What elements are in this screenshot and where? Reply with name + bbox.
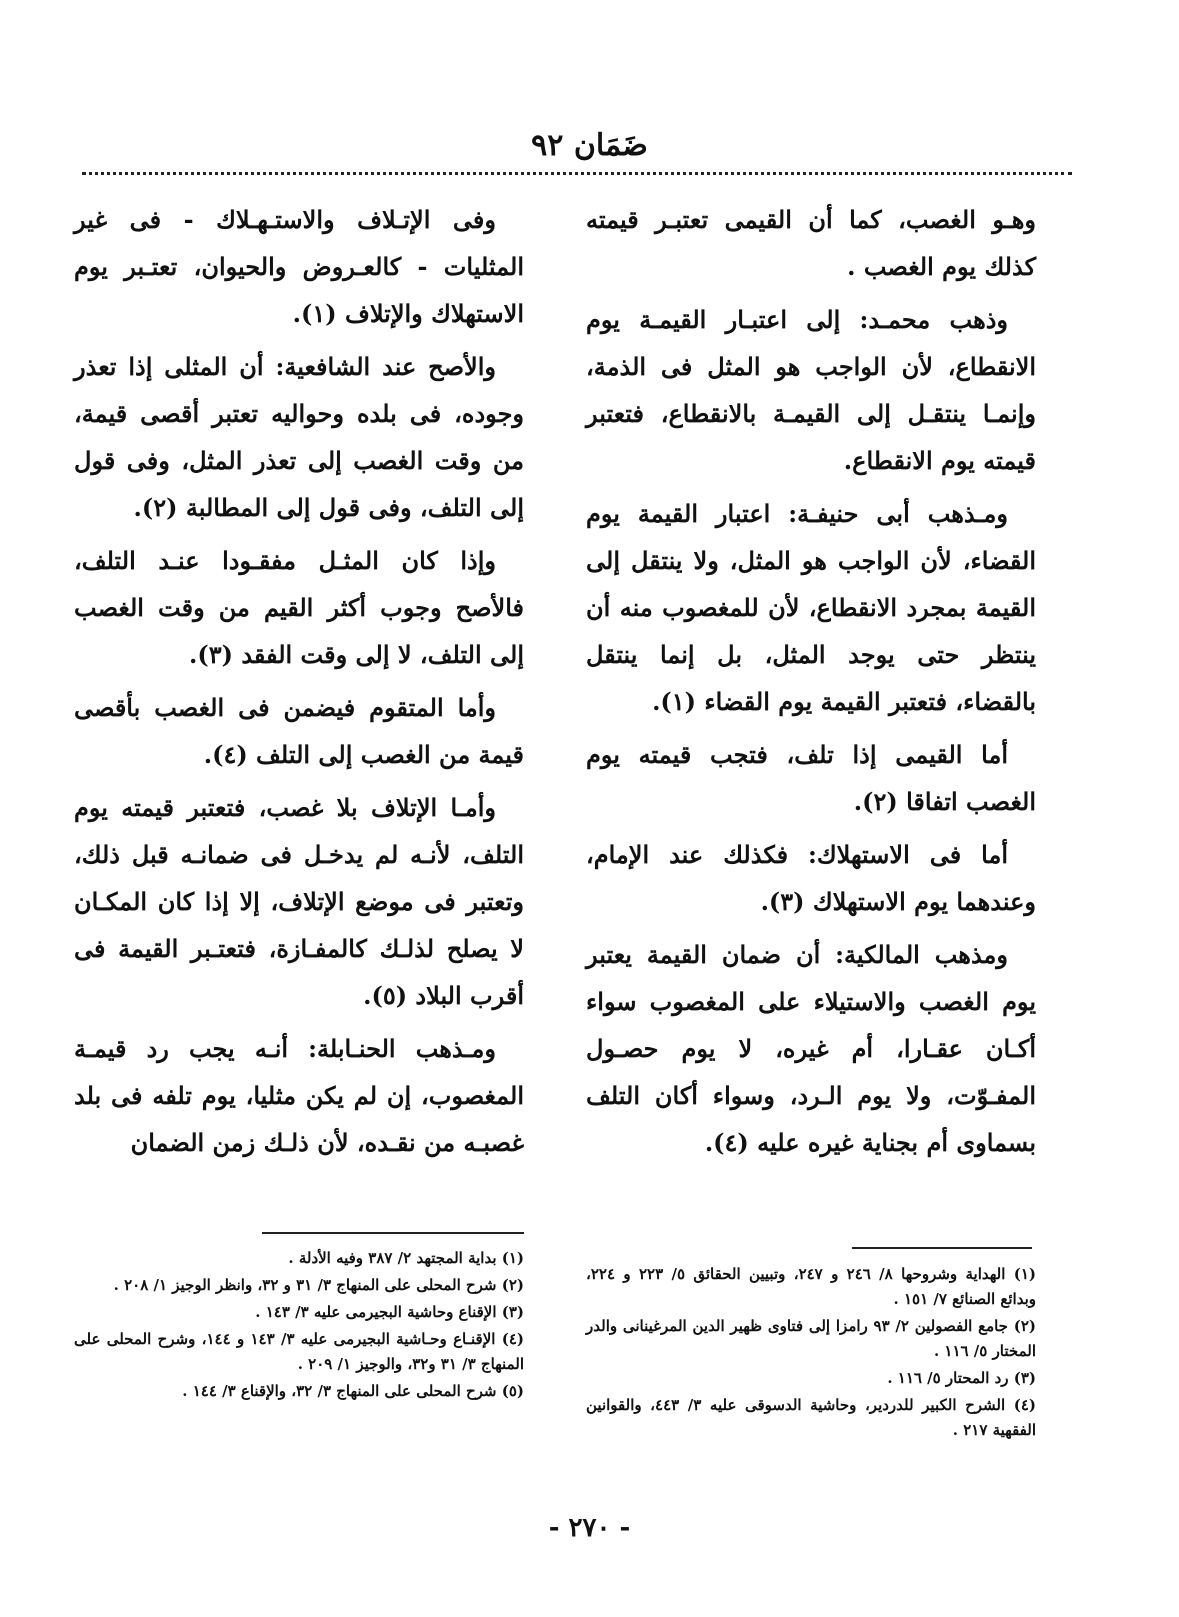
left-footnotes <box>74 1246 524 1406</box>
right-column <box>586 196 1036 1172</box>
paragraph: وذهب محمـد: إلى اعتبـار القيمـة يوم الانقطاع، لأن الواجب هو المثل فى الذمة، وإنمـا ينتقـل إلى القيمـة بالانقطاع، فتعتبر قيمته يوم الانقطاع. <box>586 305 1036 475</box>
paragraph: والأصح عند الشافعية: أن المثلى إذا تعذر وجوده، فى بلده وحواليه تعتبر أقصى قيمة، من وقت الغصب إلى تعذر المثل، وفى قول إلى التلف، وفى قول إلى المطالبة (٢). <box>74 352 524 522</box>
page-number: - ٢٧٠ - <box>548 1513 631 1543</box>
paragraph: أما فى الاستهلاك: فكذلك عند الإمام، وعندهما يوم الاستهلاك (٣). <box>586 840 1036 916</box>
paragraph: وإذا كان المثـل مفقـودا عنـد التلف، فالأصح وجوب أكثر القيم من وقت الغصب إلى التلف، لا إلى وقت الفقد (٣). <box>74 546 524 669</box>
footnote-divider <box>852 1247 1032 1249</box>
footnote: (٢) جامع الفصولين ٢/ ٩٣ رامزا إلى فتاوى ظهير الدين المرغينانى والدر المختار ٥/ ١١٦ . <box>586 1317 1036 1360</box>
paragraph: وأمـا الإتلاف بلا غصب، فتعتبر قيمته يوم التلف، لأنـه لم يدخـل فى ضمانـه قبل ذلك، وتعتبر فى موضع الإتلاف، إلا إذا كان المكـان لا يصلح لذلـك كالمفـازة، فتعتـبر القيمة فى أقرب البلاد (٥). <box>74 793 524 1010</box>
paragraph: ومـذهب الحنـابلة: أنـه يجب رد قيمـة المغصوب، إن لم يكن مثليا، يوم تلفه فى بلد غصبـه من نقـده، لأن ذلـك زمن الضمان <box>74 1034 524 1157</box>
footnote: (٤) الإقنـاع وحـاشية البجيرمى عليه ٣/ ١٤٣ و ١٤٤، وشرح المحلى على المنهاج ٣/ ٣١ و٣٢، والوجيز ١/ ٢٠٩ . <box>74 1330 524 1373</box>
footnote: (٣) الإقناع وحاشية البجيرمى عليه ٣/ ١٤٣ . <box>255 1303 524 1321</box>
page-title: ضَمَان ٩٢ <box>531 128 648 163</box>
paragraph: أما القيمى إذا تلف، فتجب قيمته يوم الغصب اتفاقا (٢). <box>586 740 1036 816</box>
header-divider <box>82 172 1072 175</box>
footnote: (٣) رد المحتار ٥/ ١١٦ . <box>887 1369 1036 1387</box>
paragraph: وفى الإتـلاف والاستـهـلاك - فى غير المثليات - كالعـروض والحيوان، تعتـبر يوم الاستهلاك والإتلاف (١). <box>74 205 524 328</box>
footnote: (٢) شرح المحلى على المنهاج ٣/ ٣١ و ٣٢، وانظر الوجيز ١/ ٢٠٨ . <box>113 1276 524 1294</box>
footnote: (٥) شرح المحلى على المنهاج ٣/ ٣٢، والإقناع ٣/ ١٤٤ . <box>182 1382 524 1400</box>
paragraph: وأما المتقوم فيضمن فى الغصب بأقصى قيمة من الغصب إلى التلف (٤). <box>74 693 524 769</box>
left-column <box>74 196 524 1172</box>
paragraph: وهـو الغصب، كما أن القيمى تعتبـر قيمته كذلك يوم الغصب . <box>586 205 1036 281</box>
footnote: (٤) الشرح الكبير للدردير، وحاشية الدسوقى عليه ٣/ ٤٤٣، والقوانين الفقهية ٢١٧ . <box>586 1396 1037 1439</box>
footnote: (١) الهداية وشروحها ٨/ ٢٤٦ و ٢٤٧، وتبيين الحقائق ٥/ ٢٢٣ و ٢٢٤، وبدائع الصنائع ٧/ ١٥١ . <box>586 1265 1037 1308</box>
paragraph: ومـذهب أبى حنيفـة: اعتبار القيمة يوم القضاء، لأن الواجب هو المثل، ولا ينتقل إلى القيمة بمجرد الانقطاع، لأن للمغصوب منه أن ينتظر حتى يوجد المثل، بل إنما ينتقل بالقضاء، فتعتبر القيمة يوم القضاء (١). <box>586 499 1036 716</box>
paragraph: ومذهب المالكية: أن ضمان القيمة يعتبر يوم الغصب والاستيلاء على المغصوب سواء أكـان عقـارا، أم غيره، لا يوم حصـول المفـوّت، ولا يوم الـرد، وسواء أكان التلف بسماوى أم بجناية غيره عليه (٤). <box>586 940 1036 1157</box>
footnote: (١) بداية المجتهد ٢/ ٣٨٧ وفيه الأدلة . <box>288 1249 524 1267</box>
footnote-divider <box>262 1232 524 1234</box>
right-footnotes <box>586 1262 1036 1445</box>
